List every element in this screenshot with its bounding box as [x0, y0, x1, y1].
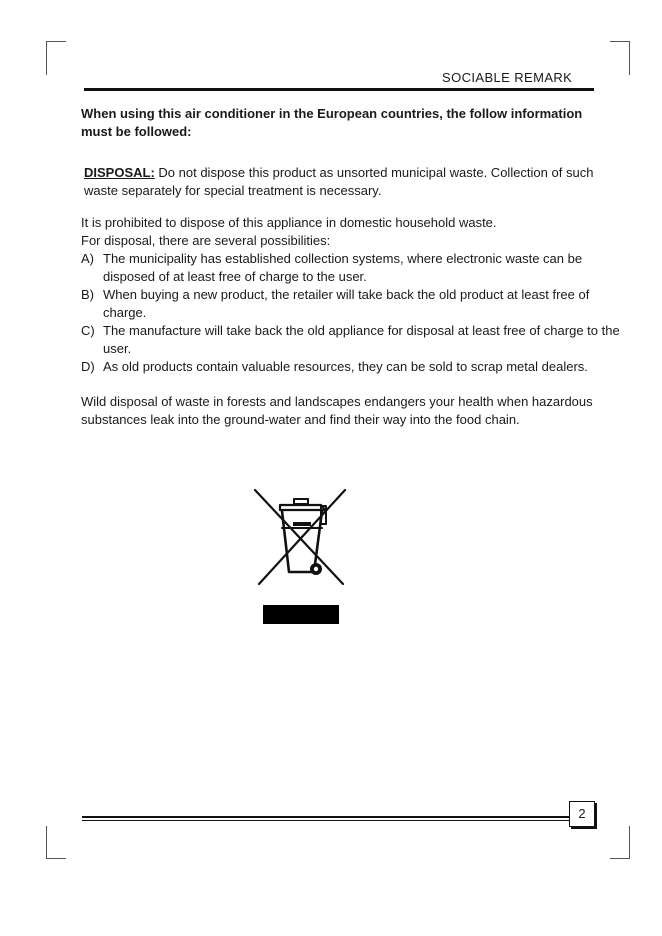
intro-paragraph: When using this air conditioner in the European countries, the follow information must be followed:	[81, 106, 583, 139]
wild-disposal-paragraph: Wild disposal of waste in forests and landscapes endangers your health when hazardous substances leak into the ground-water and find their way into the food chain.	[81, 394, 593, 427]
list-item	[81, 358, 621, 376]
list-item	[81, 322, 621, 358]
page-number: 2	[569, 801, 595, 827]
crop-mark-bottom-right-h	[610, 858, 630, 859]
list-text: As old products contain valuable resources, they can be sold to scrap metal dealers.	[103, 359, 588, 374]
crop-mark-top-right-h	[610, 41, 630, 42]
possibilities-line: For disposal, there are several possibilities:	[81, 233, 331, 248]
crossed-out-wheelie-bin-icon	[250, 486, 350, 590]
footer-rule	[82, 816, 572, 818]
list-text: The manufacture will take back the old appliance for disposal at least free of charge to the user.	[103, 323, 620, 356]
list-marker: C)	[81, 323, 95, 338]
list-marker: A)	[81, 251, 94, 266]
crop-mark-bottom-right-v	[629, 826, 630, 859]
crop-mark-top-right-v	[629, 41, 630, 75]
disposal-paragraph	[84, 164, 614, 200]
header-rule	[84, 88, 594, 91]
symbol-underline-bar	[263, 605, 339, 624]
list-text: When buying a new product, the retailer will take back the old product at least free of charge.	[103, 287, 590, 320]
list-text: The municipality has established collection systems, where electronic waste can be disposed of at least free of charge to the user.	[103, 251, 583, 284]
crop-mark-bottom-left-v	[46, 826, 47, 859]
crop-mark-top-left-v	[46, 41, 47, 75]
footer-rule-thin	[82, 820, 572, 821]
disposal-text: Do not dispose this product as unsorted municipal waste. Collection of such waste separately for special treatment is necessary.	[84, 165, 594, 198]
list-item	[81, 286, 621, 322]
crop-mark-bottom-left-h	[46, 858, 66, 859]
list-marker: B)	[81, 287, 94, 302]
list-marker: D)	[81, 359, 95, 374]
disposal-label: DISPOSAL:	[84, 165, 155, 180]
prohibition-line: It is prohibited to dispose of this appliance in domestic household waste.	[81, 215, 497, 230]
list-item	[81, 250, 621, 286]
disposal-options-section	[81, 214, 621, 376]
crop-mark-top-left-h	[46, 41, 66, 42]
page-header-title: SOCIABLE REMARK	[442, 70, 573, 85]
